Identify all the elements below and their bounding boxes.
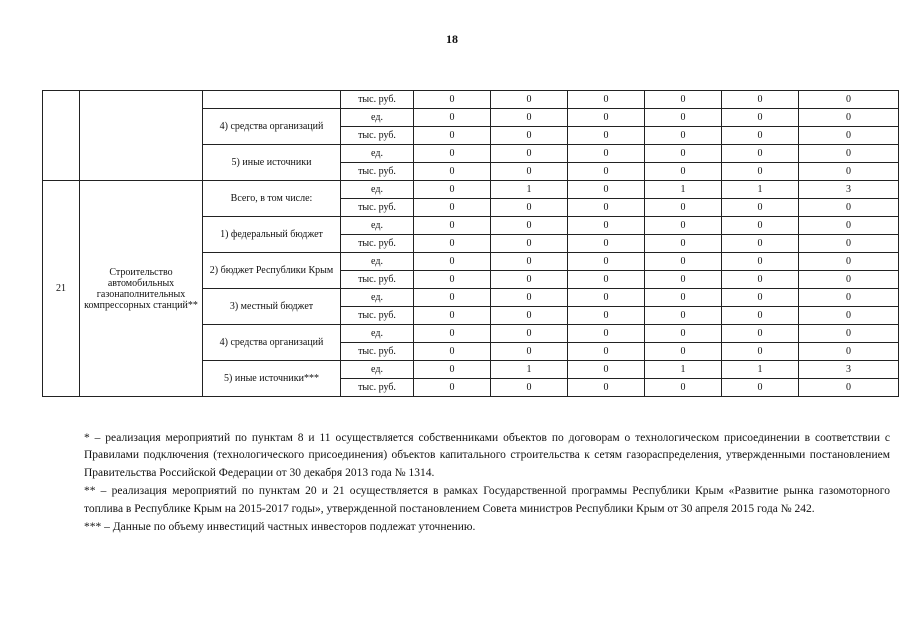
value-cell: 0: [722, 91, 799, 109]
value-cell: 0: [491, 379, 568, 397]
value-cell: 0: [491, 163, 568, 181]
value-cell: 0: [645, 163, 722, 181]
value-cell: 0: [414, 163, 491, 181]
value-cell: 0: [414, 91, 491, 109]
value-cell: 0: [799, 145, 899, 163]
value-cell: 0: [414, 289, 491, 307]
value-cell: 0: [414, 379, 491, 397]
value-cell: 0: [568, 145, 645, 163]
unit-cell: тыс. руб.: [341, 91, 414, 109]
value-cell: 0: [568, 361, 645, 379]
value-cell: 0: [645, 307, 722, 325]
value-cell: 0: [414, 109, 491, 127]
value-cell: 0: [568, 379, 645, 397]
value-cell: 0: [645, 325, 722, 343]
value-cell: 0: [722, 289, 799, 307]
unit-cell: ед.: [341, 181, 414, 199]
unit-cell: ед.: [341, 109, 414, 127]
value-cell: 0: [722, 235, 799, 253]
value-cell: 0: [414, 217, 491, 235]
value-cell: 0: [645, 289, 722, 307]
value-cell: 0: [414, 307, 491, 325]
value-cell: 0: [414, 127, 491, 145]
value-cell: 0: [491, 253, 568, 271]
value-cell: 0: [491, 199, 568, 217]
value-cell: 0: [568, 127, 645, 145]
value-cell: 0: [799, 91, 899, 109]
value-cell: 0: [568, 235, 645, 253]
unit-cell: ед.: [341, 145, 414, 163]
value-cell: 1: [491, 181, 568, 199]
value-cell: 0: [722, 325, 799, 343]
value-cell: 0: [722, 307, 799, 325]
unit-cell: тыс. руб.: [341, 271, 414, 289]
value-cell: 0: [414, 199, 491, 217]
value-cell: 0: [491, 271, 568, 289]
value-cell: 0: [722, 253, 799, 271]
value-cell: 0: [414, 361, 491, 379]
unit-cell: ед.: [341, 289, 414, 307]
value-cell: 0: [645, 127, 722, 145]
value-cell: 0: [568, 289, 645, 307]
source-cell: [203, 91, 341, 109]
source-cell: 3) местный бюджет: [203, 289, 341, 325]
footnotes: [84, 430, 890, 537]
source-cell: 1) федеральный бюджет: [203, 217, 341, 253]
table-row: [43, 91, 899, 109]
value-cell: 0: [799, 217, 899, 235]
item-name: Строительство автомобильных газонаполнительных компрессорных станций**: [80, 181, 203, 397]
value-cell: 1: [491, 361, 568, 379]
value-cell: 0: [799, 379, 899, 397]
value-cell: 1: [722, 361, 799, 379]
value-cell: 0: [722, 343, 799, 361]
value-cell: 0: [645, 91, 722, 109]
value-cell: 0: [568, 325, 645, 343]
source-cell: 5) иные источники: [203, 145, 341, 181]
value-cell: 0: [799, 343, 899, 361]
value-cell: 0: [414, 181, 491, 199]
value-cell: 3: [799, 181, 899, 199]
item-number: 21: [43, 181, 80, 397]
value-cell: 0: [645, 145, 722, 163]
value-cell: 0: [799, 235, 899, 253]
value-cell: 0: [568, 181, 645, 199]
unit-cell: тыс. руб.: [341, 199, 414, 217]
value-cell: 3: [799, 361, 899, 379]
value-cell: 0: [491, 127, 568, 145]
source-cell: 5) иные источники***: [203, 361, 341, 397]
name-cell: [80, 91, 203, 181]
value-cell: 0: [645, 235, 722, 253]
value-cell: 0: [491, 145, 568, 163]
unit-cell: ед.: [341, 325, 414, 343]
table-row: [43, 181, 899, 199]
value-cell: 0: [799, 127, 899, 145]
unit-cell: тыс. руб.: [341, 163, 414, 181]
value-cell: 0: [722, 109, 799, 127]
unit-cell: тыс. руб.: [341, 307, 414, 325]
value-cell: 0: [414, 253, 491, 271]
number-cell: [43, 91, 80, 181]
value-cell: 0: [799, 325, 899, 343]
value-cell: 0: [491, 289, 568, 307]
value-cell: 0: [722, 145, 799, 163]
value-cell: 0: [645, 253, 722, 271]
value-cell: 0: [414, 235, 491, 253]
value-cell: 0: [645, 109, 722, 127]
value-cell: 0: [645, 271, 722, 289]
value-cell: 0: [799, 271, 899, 289]
value-cell: 0: [645, 343, 722, 361]
value-cell: 0: [799, 199, 899, 217]
value-cell: 0: [722, 199, 799, 217]
value-cell: 0: [568, 163, 645, 181]
value-cell: 0: [722, 271, 799, 289]
value-cell: 0: [491, 91, 568, 109]
value-cell: 0: [491, 217, 568, 235]
unit-cell: тыс. руб.: [341, 235, 414, 253]
value-cell: 0: [645, 379, 722, 397]
page-number: 18: [446, 32, 458, 46]
source-cell: 4) средства организаций: [203, 109, 341, 145]
value-cell: 0: [491, 343, 568, 361]
value-cell: 0: [645, 217, 722, 235]
value-cell: 0: [491, 325, 568, 343]
value-cell: 1: [645, 181, 722, 199]
value-cell: 0: [568, 217, 645, 235]
value-cell: 0: [414, 325, 491, 343]
source-cell: Всего, в том числе:: [203, 181, 341, 217]
value-cell: 0: [568, 199, 645, 217]
footnote-2: ** – реализация мероприятий по пунктам 20 и 21 осуществляется в рамках Государственной программы Республики Крым «Развитие рынка газомоторного топлива в Республике Крым на 2015-2017 годы», утвержденной постановлением Совета министров Республики Крым от 30 апреля 2015 года № 242.: [84, 485, 890, 515]
value-cell: 0: [799, 163, 899, 181]
unit-cell: ед.: [341, 253, 414, 271]
value-cell: 0: [568, 271, 645, 289]
value-cell: 0: [568, 253, 645, 271]
footnote-3: *** – Данные по объему инвестиций частных инвесторов подлежат уточнению.: [84, 521, 476, 534]
value-cell: 0: [414, 271, 491, 289]
value-cell: 0: [568, 343, 645, 361]
value-cell: 0: [799, 253, 899, 271]
value-cell: 0: [568, 307, 645, 325]
value-cell: 0: [491, 307, 568, 325]
value-cell: 0: [799, 109, 899, 127]
value-cell: 0: [722, 379, 799, 397]
investment-table: [42, 90, 899, 397]
unit-cell: ед.: [341, 217, 414, 235]
value-cell: 0: [645, 199, 722, 217]
source-cell: 4) средства организаций: [203, 325, 341, 361]
unit-cell: ед.: [341, 361, 414, 379]
value-cell: 0: [491, 235, 568, 253]
value-cell: 0: [568, 91, 645, 109]
value-cell: 0: [799, 307, 899, 325]
unit-cell: тыс. руб.: [341, 343, 414, 361]
value-cell: 0: [722, 163, 799, 181]
value-cell: 1: [722, 181, 799, 199]
value-cell: 0: [414, 145, 491, 163]
value-cell: 0: [414, 343, 491, 361]
value-cell: 0: [491, 109, 568, 127]
value-cell: 0: [568, 109, 645, 127]
unit-cell: тыс. руб.: [341, 127, 414, 145]
value-cell: 0: [722, 127, 799, 145]
value-cell: 0: [799, 289, 899, 307]
value-cell: 0: [722, 217, 799, 235]
footnote-1: * – реализация мероприятий по пунктам 8 и 11 осуществляется собственниками объектов по договорам о технологическом присоединении в соответствии с Правилами подключения (технологического присоединения) объектов капитального строительства к сетям газораспределения, утвержденными постановлением Правительства Российской Федерации от 30 декабря 2013 года № 1314.: [84, 432, 890, 479]
unit-cell: тыс. руб.: [341, 379, 414, 397]
source-cell: 2) бюджет Республики Крым: [203, 253, 341, 289]
value-cell: 1: [645, 361, 722, 379]
